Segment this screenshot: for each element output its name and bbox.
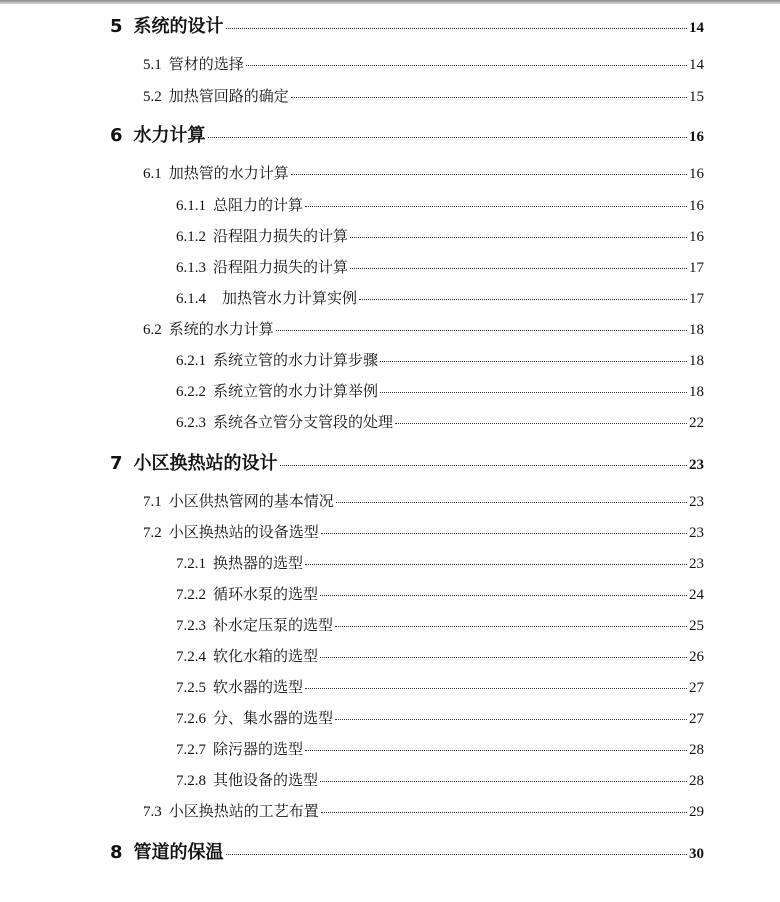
toc-entry-title: 小区换热站的工艺布置 — [168, 802, 319, 820]
toc-entry-title: 循环水泵的选型 — [213, 585, 319, 603]
toc-entry-page: 29 — [689, 804, 704, 820]
toc-entry-subsection[interactable] — [176, 287, 704, 308]
toc-entry-page: 28 — [689, 742, 704, 758]
toc-entry-title: 换热器的选型 — [213, 554, 304, 572]
toc-leader-dots — [350, 267, 687, 269]
toc-entry-number: 6.2.3 — [176, 415, 206, 431]
toc-leader-dots — [321, 811, 687, 813]
toc-entry-title: 水力计算 — [133, 125, 206, 146]
toc-entry-title: 沿程阻力损失的计算 — [213, 227, 349, 245]
toc-entry-page: 30 — [689, 846, 704, 862]
toc-entry-number: 6.2.2 — [176, 384, 206, 400]
toc-entry-page: 28 — [689, 773, 704, 789]
toc-entry-number: 8 — [110, 842, 123, 863]
toc-leader-dots — [335, 718, 687, 720]
toc-entry-page: 18 — [689, 384, 704, 400]
toc-entry-title: 分、集水器的选型 — [213, 709, 334, 727]
toc-leader-dots — [280, 464, 687, 466]
toc-entry-section[interactable] — [143, 53, 704, 74]
toc-leader-dots — [291, 96, 687, 98]
toc-leader-dots — [291, 173, 687, 175]
toc-entry-subsection[interactable] — [176, 225, 704, 246]
toc-entry-title: 管材的选择 — [168, 55, 244, 73]
toc-entry-subsection[interactable] — [176, 380, 704, 401]
toc-entry-subsection[interactable] — [176, 676, 704, 697]
toc-entry-page: 26 — [689, 649, 704, 665]
toc-entry-page: 27 — [689, 711, 704, 727]
toc-entry-number: 7.2.4 — [176, 649, 206, 665]
toc-entry-page: 24 — [689, 587, 704, 603]
toc-entry-title: 系统立管的水力计算步骤 — [213, 351, 379, 369]
toc-entry-title: 小区供热管网的基本情况 — [168, 492, 334, 510]
toc-entry-subsection[interactable] — [176, 645, 704, 666]
toc-entry-number: 6 — [110, 125, 123, 146]
toc-entry-page: 16 — [689, 198, 704, 214]
toc-entry-page: 15 — [689, 89, 704, 105]
toc-entry-page: 17 — [689, 291, 704, 307]
toc-leader-dots — [305, 687, 687, 689]
toc-entry-subsection[interactable] — [176, 583, 704, 604]
toc-entry-page: 22 — [689, 415, 704, 431]
toc-entry-subsection[interactable] — [176, 552, 704, 573]
toc-entry-number: 6.1.4 — [176, 291, 206, 307]
toc-entry-section[interactable] — [143, 162, 704, 183]
toc-entry-title: 系统的水力计算 — [168, 320, 274, 338]
toc-entry-page: 18 — [689, 322, 704, 338]
toc-leader-dots — [305, 563, 687, 565]
toc-entry-title: 软化水箱的选型 — [213, 647, 319, 665]
toc-entry-title: 除污器的选型 — [213, 740, 304, 758]
toc-entry-number: 5 — [110, 16, 123, 37]
toc-entry-page: 16 — [689, 166, 704, 182]
toc-entry-subsection[interactable] — [176, 256, 704, 277]
toc-entry-number: 7.2.6 — [176, 711, 206, 727]
toc-entry-title: 其他设备的选型 — [213, 771, 319, 789]
toc-entry-title: 系统立管的水力计算举例 — [213, 382, 379, 400]
toc-entry-page: 16 — [689, 129, 704, 145]
toc-entry-number: 7.2.7 — [176, 742, 206, 758]
toc-entry-number: 7.2.2 — [176, 587, 206, 603]
toc-leader-dots — [246, 64, 687, 66]
toc-leader-dots — [380, 360, 687, 362]
toc-entry-page: 23 — [689, 457, 704, 473]
toc-entry-page: 23 — [689, 556, 704, 572]
toc-entry-title: 小区换热站的设备选型 — [168, 523, 319, 541]
toc-entry-number: 5.2 — [143, 89, 162, 105]
toc-leader-dots — [226, 27, 687, 29]
toc-entry-title: 系统各立管分支管段的处理 — [213, 413, 394, 431]
toc-entry-page: 17 — [689, 260, 704, 276]
toc-entry-page: 14 — [689, 57, 704, 73]
toc-entry-title: 加热管回路的确定 — [168, 87, 289, 105]
toc-entry-title: 总阻力的计算 — [213, 196, 304, 214]
toc-entry-page: 23 — [689, 525, 704, 541]
toc-entry-subsection[interactable] — [176, 411, 704, 432]
toc-leader-dots — [380, 391, 687, 393]
toc-entry-number: 7 — [110, 453, 123, 474]
toc-leader-dots — [320, 594, 687, 596]
toc-entry-subsection[interactable] — [176, 738, 704, 759]
toc-entry-number: 7.2.3 — [176, 618, 206, 634]
toc-entry-title: 补水定压泵的选型 — [213, 616, 334, 634]
toc-entry-chapter-5[interactable] — [110, 12, 704, 38]
toc-entry-section[interactable] — [143, 521, 704, 542]
toc-entry-number: 7.2.8 — [176, 773, 206, 789]
toc-entry-title: 软水器的选型 — [213, 678, 304, 696]
toc-entry-section[interactable] — [143, 490, 704, 511]
toc-entry-section[interactable] — [143, 318, 704, 339]
toc-leader-dots — [320, 780, 687, 782]
toc-entry-subsection[interactable] — [176, 769, 704, 790]
toc-entry-page: 23 — [689, 494, 704, 510]
toc-entry-chapter-8[interactable] — [110, 838, 704, 864]
toc-entry-section[interactable] — [143, 800, 704, 821]
toc-leader-dots — [335, 625, 687, 627]
toc-entry-number: 7.1 — [143, 494, 162, 510]
toc-entry-title: 加热管水力计算实例 — [222, 289, 358, 307]
toc-entry-number: 6.1.3 — [176, 260, 206, 276]
toc-entry-number: 5.1 — [143, 57, 162, 73]
toc-entry-chapter-6[interactable] — [110, 121, 704, 147]
toc-leader-dots — [226, 853, 687, 855]
toc-entry-subsection[interactable] — [176, 194, 704, 215]
toc-entry-page: 18 — [689, 353, 704, 369]
toc-entry-number: 7.2.1 — [176, 556, 206, 572]
toc-entry-title: 小区换热站的设计 — [133, 453, 278, 474]
toc-entry-number: 6.1.2 — [176, 229, 206, 245]
toc-entry-page: 27 — [689, 680, 704, 696]
toc-entry-number: 7.2 — [143, 525, 162, 541]
toc-entry-title: 加热管的水力计算 — [168, 164, 289, 182]
toc-entry-subsection[interactable] — [176, 707, 704, 728]
toc-entry-number: 6.2 — [143, 322, 162, 338]
toc-entry-page: 14 — [689, 20, 704, 36]
toc-entry-chapter-7[interactable] — [110, 449, 704, 475]
toc-entry-number: 6.2.1 — [176, 353, 206, 369]
toc-entry-title: 管道的保温 — [133, 842, 224, 863]
toc-leader-dots — [320, 656, 687, 658]
toc-entry-number: 6.1.1 — [176, 198, 206, 214]
toc-entry-subsection[interactable] — [176, 349, 704, 370]
toc-leader-dots — [276, 329, 687, 331]
toc-entry-section[interactable] — [143, 85, 704, 106]
toc-entry-number: 7.3 — [143, 804, 162, 820]
toc-entry-title: 系统的设计 — [133, 16, 224, 37]
toc-entry-subsection[interactable] — [176, 614, 704, 635]
toc-entry-number: 6.1 — [143, 166, 162, 182]
toc-leader-dots — [208, 136, 687, 138]
toc-entry-title: 沿程阻力损失的计算 — [213, 258, 349, 276]
toc-entry-page: 16 — [689, 229, 704, 245]
toc-leader-dots — [336, 501, 687, 503]
toc-leader-dots — [305, 205, 687, 207]
toc-leader-dots — [350, 236, 687, 238]
toc-leader-dots — [305, 749, 687, 751]
toc-leader-dots — [321, 532, 687, 534]
toc-entry-number: 7.2.5 — [176, 680, 206, 696]
toc-leader-dots — [395, 422, 687, 424]
toc-leader-dots — [359, 298, 687, 300]
toc-entry-page: 25 — [689, 618, 704, 634]
